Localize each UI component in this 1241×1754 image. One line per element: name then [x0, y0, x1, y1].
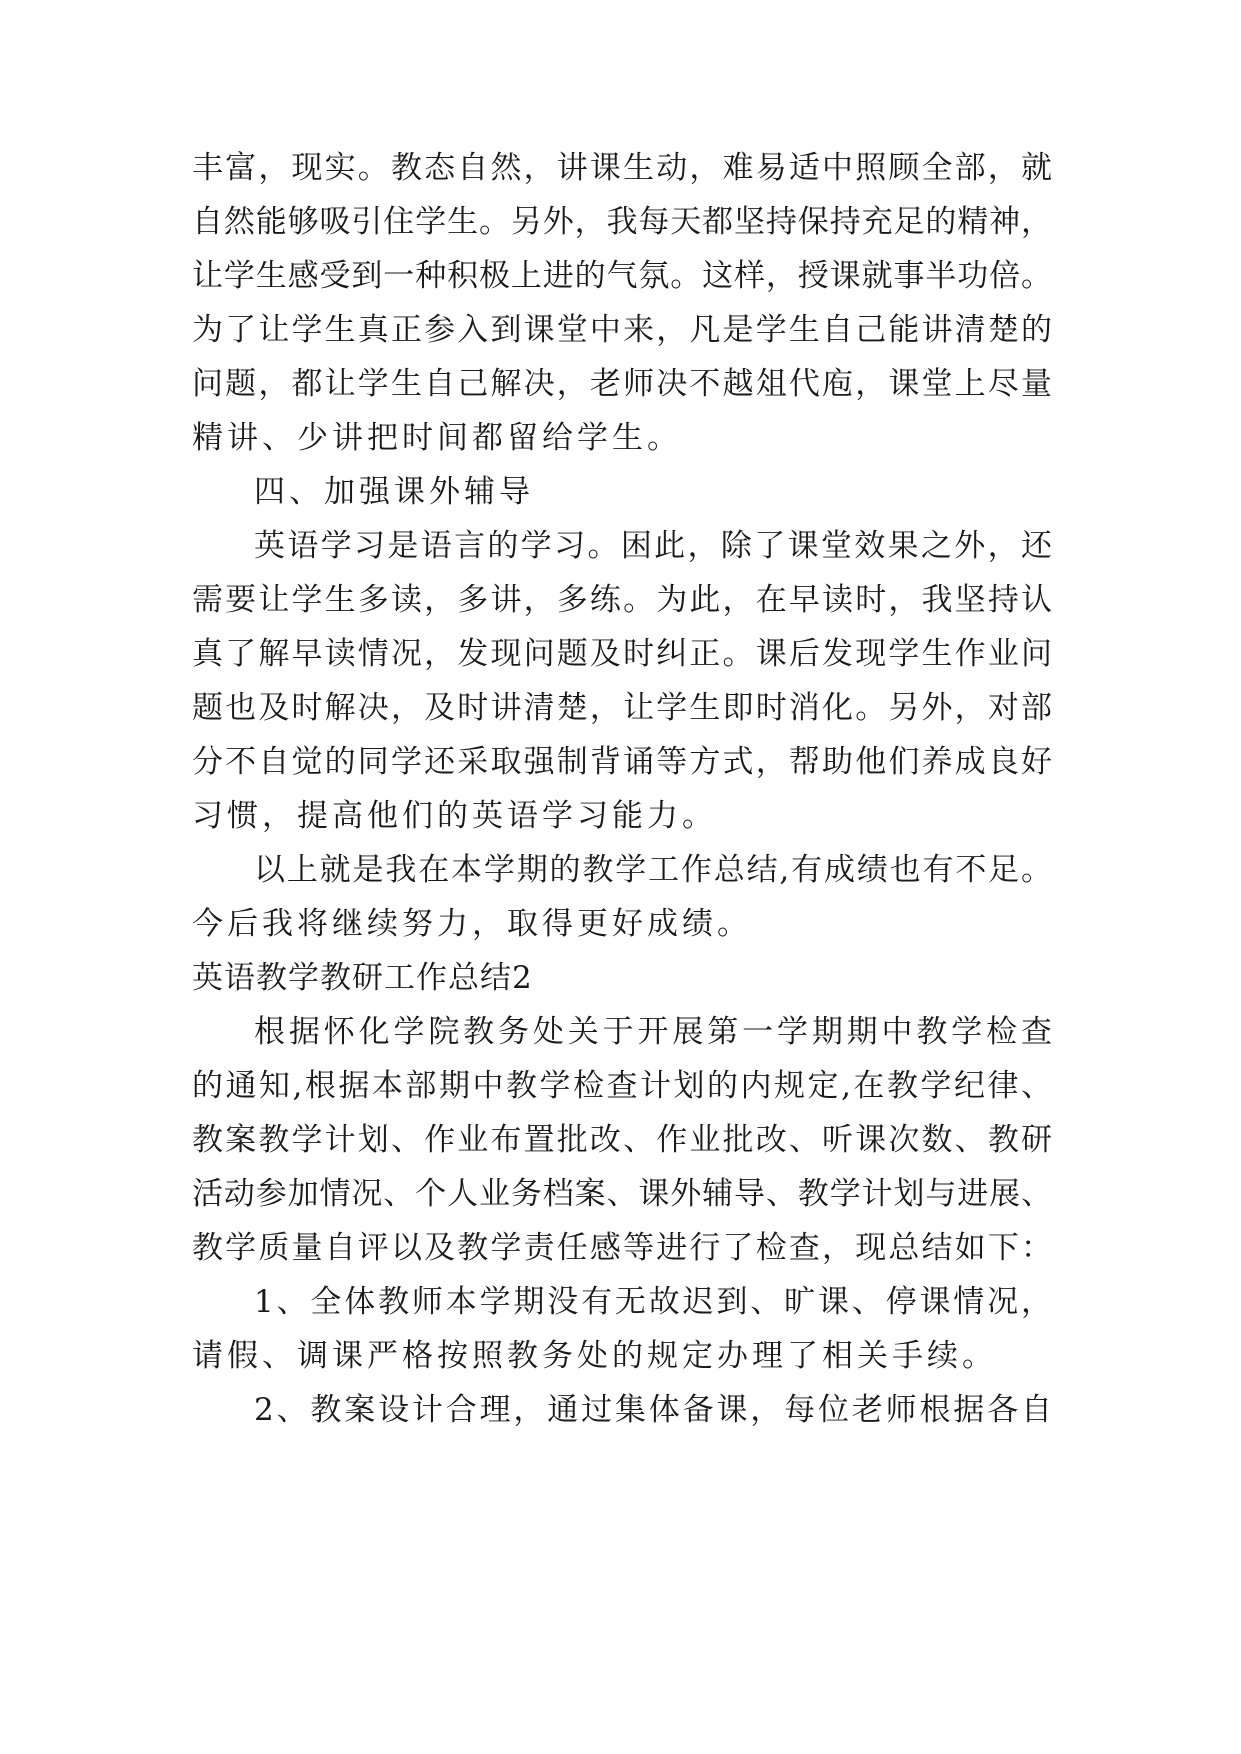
- paragraph-line: 教学质量自评以及教学责任感等进行了检查，现总结如下：: [192, 1230, 1052, 1266]
- paragraph-line: 题也及时解决，及时讲清楚，让学生即时消化。另外，对部: [192, 690, 1052, 726]
- paragraph-line: 请假、调课严格按照教务处的规定办理了相关手续。: [192, 1338, 997, 1374]
- paragraph-line: 为了让学生真正参入到课堂中来，凡是学生自己能讲清楚的: [192, 312, 1052, 348]
- paragraph-line: 丰富，现实。教态自然，讲课生动，难易适中照顾全部，就: [192, 150, 1052, 186]
- paragraph-line: 自然能够吸引住学生。另外，我每天都坚持保持充足的精神，: [192, 204, 1052, 240]
- paragraph-line: 需要让学生多读，多讲，多练。为此，在早读时，我坚持认: [192, 582, 1052, 618]
- paragraph-line: 2、教案设计合理，通过集体备课，每位老师根据各自: [254, 1392, 1052, 1428]
- paragraph-line: 英语学习是语言的学习。困此，除了课堂效果之外，还: [254, 528, 1052, 564]
- paragraph-line: 根据怀化学院教务处关于开展第一学期期中教学检查: [254, 1014, 1052, 1050]
- paragraph-line: 问题，都让学生自己解决，老师决不越俎代庖，课堂上尽量: [192, 366, 1052, 402]
- paragraph-line: 分不自觉的同学还采取强制背诵等方式，帮助他们养成良好: [192, 744, 1052, 780]
- section-heading: 四、加强课外辅导: [254, 474, 534, 510]
- paragraph-line: 精讲、少讲把时间都留给学生。: [192, 420, 682, 456]
- paragraph-line: 的通知,根据本部期中教学检查计划的内规定,在教学纪律、: [192, 1068, 1052, 1104]
- document-title: 英语教学教研工作总结2: [192, 960, 533, 996]
- paragraph-line: 1、全体教师本学期没有无故迟到、旷课、停课情况，: [254, 1284, 1052, 1320]
- paragraph-line: 教案教学计划、作业布置批改、作业批改、听课次数、教研: [192, 1122, 1052, 1158]
- paragraph-line: 习惯，提高他们的英语学习能力。: [192, 798, 717, 834]
- paragraph-line: 今后我将继续努力，取得更好成绩。: [192, 906, 752, 942]
- paragraph-line: 以上就是我在本学期的教学工作总结,有成绩也有不足。: [254, 852, 1052, 888]
- paragraph-line: 真了解早读情况，发现问题及时纠正。课后发现学生作业问: [192, 636, 1052, 672]
- paragraph-line: 让学生感受到一种积极上进的气氛。这样，授课就事半功倍。: [192, 258, 1052, 294]
- paragraph-line: 活动参加情况、个人业务档案、课外辅导、教学计划与进展、: [192, 1176, 1052, 1212]
